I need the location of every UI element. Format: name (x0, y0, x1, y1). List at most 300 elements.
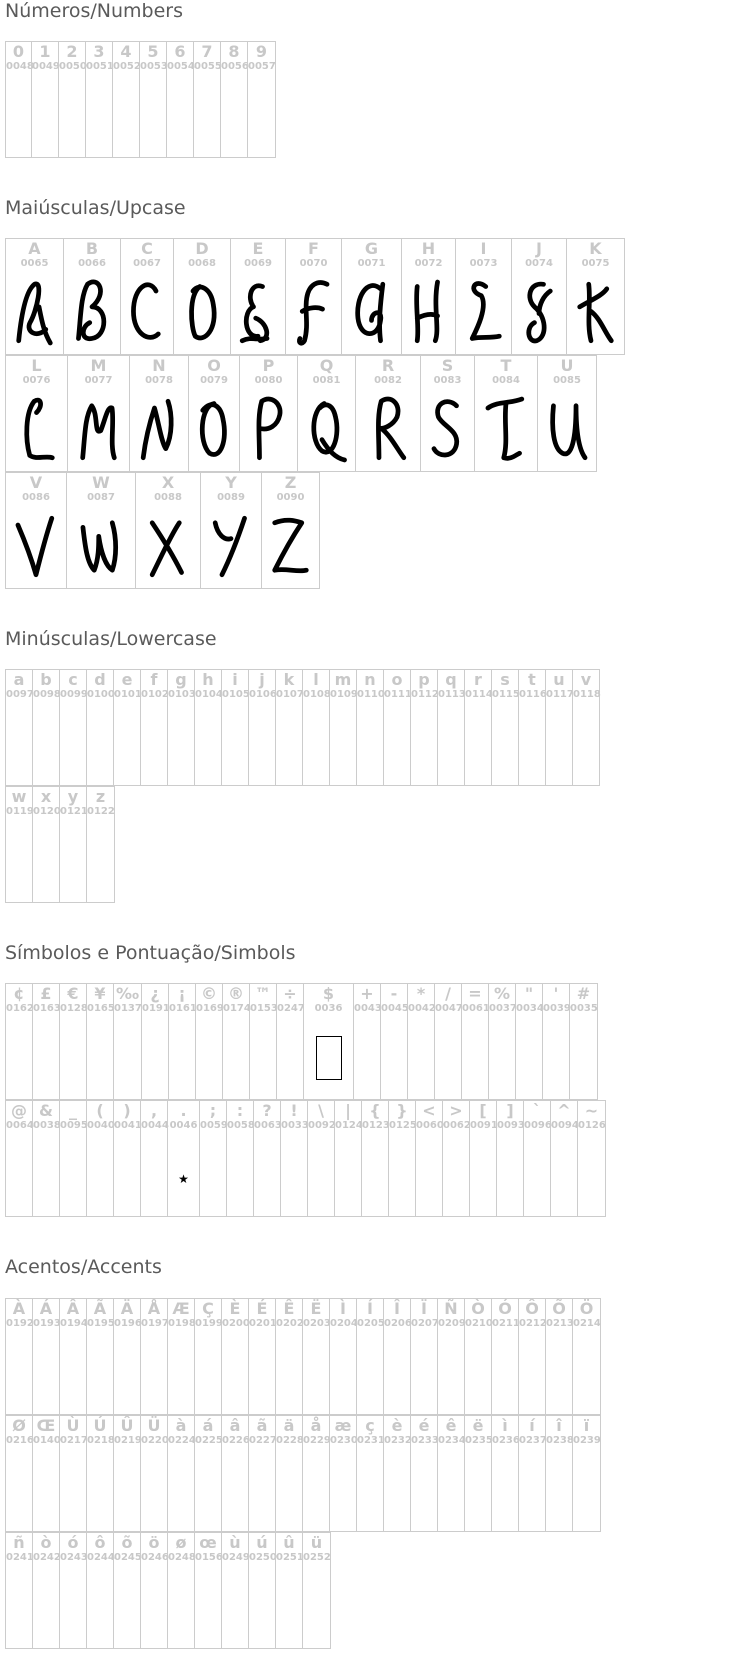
character-label: X (161, 473, 175, 492)
star-glyph: ★ (178, 1171, 189, 1186)
character-code: 0108 (303, 689, 331, 700)
character-code: 0163 (33, 1003, 61, 1014)
character-label: h (202, 670, 214, 689)
glyph-stroke (133, 285, 158, 338)
glyph-stroke (202, 404, 224, 455)
character-cell (67, 355, 130, 472)
character-cell (401, 238, 456, 355)
calligraphy-glyph (342, 273, 401, 352)
character-label: z (95, 787, 106, 806)
character-cell (248, 669, 276, 786)
character-cell (437, 669, 465, 786)
character-label: [ (479, 1101, 487, 1120)
character-code: 0069 (244, 258, 272, 269)
character-code: 0068 (188, 258, 216, 269)
section-title: Símbolos e Pontuação/Simbols (5, 942, 296, 964)
calligraphy-glyph (6, 390, 67, 469)
character-cell (455, 238, 512, 355)
character-code: 0033 (281, 1120, 309, 1131)
character-code: 0065 (20, 258, 49, 269)
character-code: 0110 (357, 689, 385, 700)
character-code: 0234 (438, 1435, 466, 1446)
section-title: Minúsculas/Lowercase (5, 628, 217, 650)
character-label: ì (502, 1416, 508, 1435)
character-code: 0209 (438, 1318, 466, 1329)
character-cell (86, 983, 114, 1100)
character-label: Z (284, 473, 297, 492)
character-label: 7 (201, 42, 213, 61)
character-label: T (500, 356, 512, 375)
character-label: e (121, 670, 133, 689)
character-label: G (364, 239, 379, 258)
character-label: Ø (12, 1416, 26, 1435)
character-code: 0040 (87, 1120, 115, 1131)
character-code: 0052 (113, 61, 141, 72)
character-cell (523, 1100, 551, 1217)
character-row (5, 1298, 600, 1415)
calligraphy-glyph (356, 390, 420, 469)
glyph-stroke (192, 287, 215, 338)
character-label: ó (67, 1533, 79, 1552)
character-label: ö (148, 1533, 160, 1552)
character-cell (496, 1100, 524, 1217)
calligraphy-glyph (421, 390, 474, 469)
character-cell (261, 472, 320, 589)
character-cell (248, 1298, 276, 1415)
glyph-preview (68, 390, 129, 469)
glyph-stroke (275, 520, 307, 571)
character-code: 0107 (276, 689, 304, 700)
character-cell (488, 983, 516, 1100)
character-code: 0220 (141, 1435, 169, 1446)
character-code: 0211 (492, 1318, 520, 1329)
section-title: Acentos/Accents (5, 1256, 162, 1278)
character-code: 0055 (194, 61, 222, 72)
character-cell (410, 1415, 438, 1532)
character-label: ê (445, 1416, 457, 1435)
character-code: 0086 (22, 492, 50, 503)
character-code: 0201 (249, 1318, 277, 1329)
calligraphy-glyph (538, 390, 596, 469)
character-label: ¢ (13, 984, 25, 1003)
character-code: 0232 (384, 1435, 412, 1446)
character-code: 0064 (6, 1120, 34, 1131)
character-cell (194, 1532, 222, 1649)
character-code: 0036 (314, 1003, 343, 1014)
character-label: u (553, 670, 565, 689)
character-label: R (381, 356, 395, 375)
character-code: 0066 (78, 258, 106, 269)
character-label: Ó (498, 1299, 512, 1318)
character-code: 0202 (276, 1318, 304, 1329)
character-label: Å (147, 1299, 161, 1318)
character-label: O (207, 356, 221, 375)
character-label: q (445, 670, 457, 689)
character-cell (5, 669, 33, 786)
calligraphy-glyph (64, 273, 120, 352)
character-cell (5, 786, 33, 903)
character-code: 0042 (408, 1003, 436, 1014)
character-cell (275, 1532, 303, 1649)
character-cell (59, 1298, 87, 1415)
calligraphy-glyph (130, 390, 188, 469)
character-code: 0039 (543, 1003, 571, 1014)
character-code: 0081 (312, 375, 341, 386)
character-label: " (524, 984, 534, 1003)
character-label: K (589, 239, 602, 258)
character-label: Ü (147, 1416, 161, 1435)
character-cell (276, 983, 304, 1100)
character-code: 0118 (573, 689, 601, 700)
character-label: w (11, 787, 27, 806)
character-label: å (310, 1416, 322, 1435)
character-label: - (390, 984, 398, 1003)
character-code: 0094 (551, 1120, 579, 1131)
character-cell (253, 1100, 281, 1217)
glyph-preview (6, 390, 67, 469)
character-code: 0213 (546, 1318, 574, 1329)
character-code: 0047 (435, 1003, 463, 1014)
character-cell (380, 983, 408, 1100)
character-label: 0 (12, 42, 25, 61)
glyph-preview (130, 390, 188, 469)
character-code: 0192 (6, 1318, 34, 1329)
character-cell (167, 1532, 195, 1649)
character-code: 0206 (384, 1318, 412, 1329)
character-label: û (283, 1533, 295, 1552)
character-code: 0235 (465, 1435, 493, 1446)
character-code: 0241 (6, 1552, 34, 1563)
character-cell (5, 983, 33, 1100)
character-label: à (175, 1416, 187, 1435)
character-label: È (229, 1299, 241, 1318)
character-label: Õ (552, 1299, 566, 1318)
character-code: 0106 (249, 689, 277, 700)
character-cell (112, 41, 140, 158)
character-label: > (449, 1101, 463, 1120)
character-label: ¿ (150, 984, 160, 1003)
section-title: Maiúsculas/Upcase (5, 197, 186, 219)
character-cell (167, 1298, 195, 1415)
character-label: Ö (579, 1299, 594, 1318)
character-code: 0116 (519, 689, 547, 700)
character-cell (518, 1298, 546, 1415)
character-cell (491, 1298, 519, 1415)
character-label: { (369, 1101, 381, 1120)
character-label: ® (228, 984, 244, 1003)
character-cell (388, 1100, 416, 1217)
character-code: 0041 (114, 1120, 142, 1131)
character-code: 0244 (87, 1552, 115, 1563)
character-label: Î (394, 1299, 400, 1318)
character-cell (113, 983, 142, 1100)
character-label: Ä (120, 1299, 134, 1318)
character-label: d (94, 670, 106, 689)
character-code: 0153 (250, 1003, 278, 1014)
character-code: 0137 (114, 1003, 142, 1014)
character-label: N (152, 356, 166, 375)
character-cell (113, 669, 141, 786)
calligraphy-glyph (231, 273, 285, 352)
character-code: 0217 (60, 1435, 88, 1446)
character-row (5, 41, 275, 158)
character-cell (59, 786, 87, 903)
character-cell (129, 355, 189, 472)
character-code: 0062 (443, 1120, 471, 1131)
character-code: 0035 (570, 1003, 598, 1014)
character-label: Ô (525, 1299, 539, 1318)
character-cell (249, 983, 277, 1100)
character-cell (140, 1298, 168, 1415)
character-cell (361, 1100, 389, 1217)
character-label: 3 (93, 42, 105, 61)
character-cell (410, 669, 438, 786)
character-label: a (13, 670, 25, 689)
character-label: 5 (147, 42, 159, 61)
character-label: H (421, 239, 436, 258)
character-label: ! (290, 1101, 298, 1120)
character-cell (302, 1298, 330, 1415)
character-code: 0169 (196, 1003, 224, 1014)
character-label: Á (39, 1299, 53, 1318)
character-cell (194, 1298, 222, 1415)
character-cell (193, 41, 221, 158)
character-cell (356, 1415, 384, 1532)
character-label: Y (225, 473, 237, 492)
character-code: 0243 (60, 1552, 88, 1563)
glyph-stroke (215, 518, 244, 574)
calligraphy-glyph (201, 507, 261, 586)
character-code: 0105 (222, 689, 250, 700)
character-code: 0076 (22, 375, 51, 386)
character-cell (545, 669, 573, 786)
character-code: 0247 (277, 1003, 305, 1014)
character-label: W (92, 473, 110, 492)
character-cell (167, 1415, 195, 1532)
character-code: 0237 (519, 1435, 547, 1446)
character-label: } (396, 1101, 408, 1120)
character-label: P (262, 356, 275, 375)
character-cell (32, 983, 60, 1100)
character-label: 6 (174, 42, 186, 61)
calligraphy-glyph (121, 273, 173, 352)
character-label: Ç (202, 1299, 214, 1318)
character-label: € (67, 984, 79, 1003)
character-label: ñ (13, 1533, 25, 1552)
character-code: 0210 (465, 1318, 493, 1329)
character-label: © (201, 984, 217, 1003)
character-label: t (528, 670, 536, 689)
glyph-preview (567, 273, 624, 352)
section-title: Números/Numbers (5, 0, 183, 22)
character-cell (59, 983, 87, 1100)
character-row (5, 1415, 600, 1532)
character-label: c (68, 670, 78, 689)
character-label: â (229, 1416, 241, 1435)
character-label: ã (256, 1416, 268, 1435)
glyph-stroke (19, 284, 51, 343)
character-cell (86, 1532, 114, 1649)
character-cell (221, 1532, 249, 1649)
character-cell (59, 1532, 87, 1649)
character-code: 0087 (87, 492, 115, 503)
character-code: 0236 (492, 1435, 520, 1446)
character-cell (166, 41, 194, 158)
glyph-preview (174, 273, 230, 352)
character-code: 0216 (6, 1435, 34, 1446)
character-cell (31, 41, 59, 158)
character-label: D (195, 239, 209, 258)
glyph-stroke (529, 284, 551, 341)
character-code: 0043 (354, 1003, 382, 1014)
character-cell (141, 983, 169, 1100)
character-cell (5, 1100, 33, 1217)
character-cell (221, 1415, 249, 1532)
character-cell (221, 1298, 249, 1415)
character-label: # (576, 984, 591, 1003)
character-code: 0198 (168, 1318, 196, 1329)
character-code: 0123 (362, 1120, 390, 1131)
character-cell (63, 238, 121, 355)
glyph-preview (356, 390, 420, 469)
character-label: b (40, 670, 52, 689)
character-cell (194, 1415, 222, 1532)
character-cell (86, 1100, 114, 1217)
glyph-stroke (152, 523, 181, 575)
character-code: 0096 (524, 1120, 552, 1131)
character-cell (353, 983, 381, 1100)
character-code: 0059 (200, 1120, 228, 1131)
character-code: 0214 (573, 1318, 601, 1329)
character-label: ) (123, 1101, 131, 1120)
character-code: 0089 (217, 492, 245, 503)
character-code: 0092 (308, 1120, 336, 1131)
character-cell (307, 1100, 335, 1217)
character-code: 0119 (6, 806, 34, 817)
character-cell (285, 238, 342, 355)
character-code: 0121 (60, 806, 88, 817)
character-code: 0073 (469, 258, 498, 269)
character-cell (469, 1100, 497, 1217)
character-label: V (29, 473, 43, 492)
character-code: 0114 (465, 689, 493, 700)
character-code: 0140 (33, 1435, 61, 1446)
glyph-preview (512, 273, 566, 352)
character-cell (59, 1415, 87, 1532)
character-code: 0045 (381, 1003, 409, 1014)
character-code: 0205 (357, 1318, 385, 1329)
glyph-stroke (358, 284, 383, 340)
character-label: Í (367, 1299, 373, 1318)
character-code: 0126 (578, 1120, 606, 1131)
character-code: 0091 (470, 1120, 498, 1131)
character-label: Ê (283, 1299, 295, 1318)
character-code: 0242 (33, 1552, 61, 1563)
character-cell (86, 1298, 114, 1415)
calligraphy-glyph (567, 273, 624, 352)
character-cell (5, 41, 32, 158)
character-code: 0063 (254, 1120, 282, 1131)
character-cell (542, 983, 570, 1100)
character-cell (221, 669, 249, 786)
character-code: 0191 (142, 1003, 170, 1014)
glyph-preview (421, 390, 474, 469)
character-code: 0083 (433, 375, 462, 386)
character-label: Ò (471, 1299, 485, 1318)
character-code: 0049 (32, 61, 60, 72)
character-label: 8 (228, 42, 240, 61)
character-code: 0109 (330, 689, 358, 700)
character-code: 0111 (384, 689, 412, 700)
character-code: 0200 (222, 1318, 250, 1329)
calligraphy-glyph (6, 273, 63, 352)
character-label: õ (121, 1533, 133, 1552)
character-cell (334, 1100, 362, 1217)
character-label: @ (11, 1101, 27, 1120)
character-cell (167, 1100, 200, 1217)
character-cell (140, 1532, 168, 1649)
character-label: é (418, 1416, 430, 1435)
glyph-preview (240, 390, 297, 469)
character-cell (329, 1298, 357, 1415)
character-code: 0246 (141, 1552, 169, 1563)
character-label: F (308, 239, 319, 258)
character-code: 0195 (87, 1318, 115, 1329)
character-label: ^ (557, 1101, 571, 1120)
character-cell (511, 238, 567, 355)
character-cell (86, 669, 114, 786)
glyph-stroke (242, 286, 267, 341)
character-cell (248, 1532, 276, 1649)
character-cell (168, 983, 196, 1100)
character-code: 0102 (141, 689, 169, 700)
character-label: ï (583, 1416, 590, 1435)
character-code: 0103 (168, 689, 196, 700)
character-label: s (500, 670, 510, 689)
character-cell (199, 1100, 227, 1217)
character-code: 0061 (462, 1003, 490, 1014)
character-cell (329, 1415, 357, 1532)
character-code: 0250 (249, 1552, 277, 1563)
character-code: 0161 (169, 1003, 197, 1014)
character-code: 0225 (195, 1435, 223, 1446)
character-code: 0219 (114, 1435, 142, 1446)
character-code: 0120 (33, 806, 61, 817)
character-code: 0245 (114, 1552, 142, 1563)
character-cell (303, 983, 354, 1100)
character-code: 0056 (221, 61, 249, 72)
character-label: U (560, 356, 574, 375)
character-cell (491, 669, 519, 786)
character-cell (415, 1100, 443, 1217)
character-code: 0074 (525, 258, 553, 269)
character-label: É (256, 1299, 268, 1318)
character-label: 4 (120, 42, 132, 61)
character-label: ; (209, 1101, 217, 1120)
character-code: 0249 (222, 1552, 250, 1563)
character-code: 0053 (140, 61, 168, 72)
character-code: 0058 (227, 1120, 255, 1131)
character-cell (239, 355, 298, 472)
character-code: 0048 (6, 61, 34, 72)
character-code: 0117 (546, 689, 574, 700)
character-code: 0101 (114, 689, 142, 700)
character-label: ç (365, 1416, 375, 1435)
character-cell (572, 669, 600, 786)
character-code: 0080 (254, 375, 283, 386)
character-label: \ (318, 1101, 324, 1120)
character-cell (437, 1415, 465, 1532)
